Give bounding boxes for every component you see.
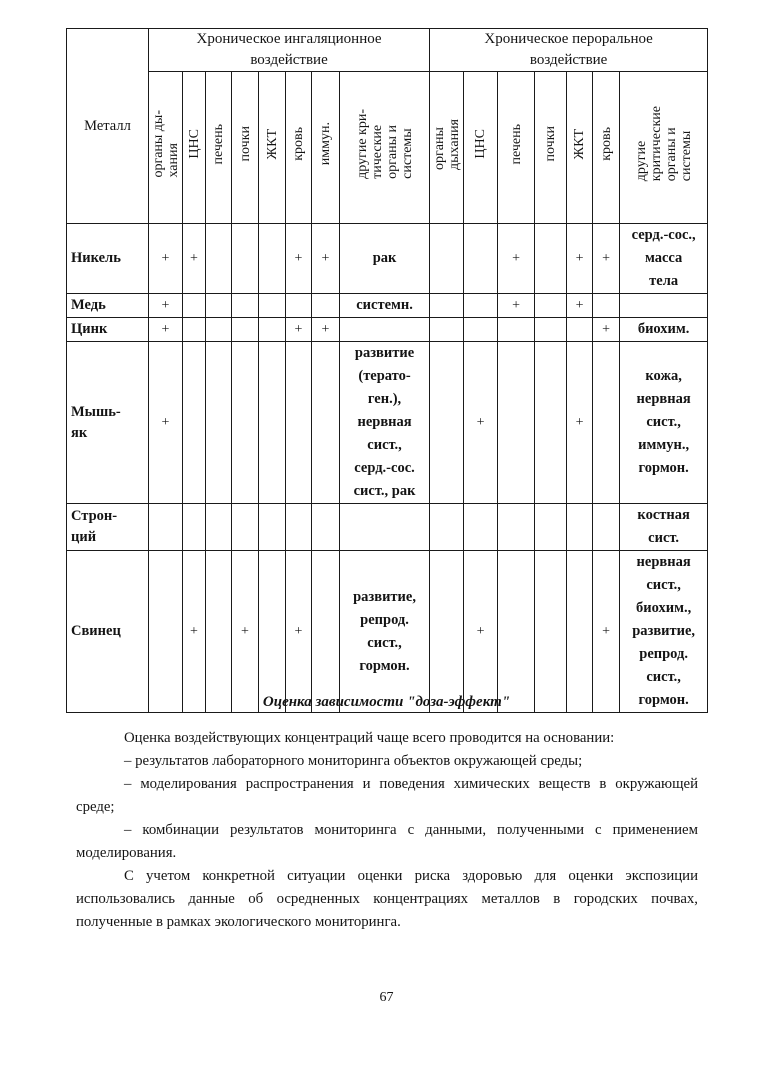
critical-systems-cell: развитие, репрод. сист., гормон. bbox=[340, 551, 430, 713]
critical-systems-cell: нервная сист., биохим., развитие, репрод. сист., гормон. bbox=[620, 551, 708, 713]
critical-systems-cell bbox=[620, 294, 708, 318]
table-row bbox=[67, 224, 708, 294]
effect-marker-cell bbox=[593, 342, 620, 504]
critical-systems-cell bbox=[340, 504, 430, 551]
inhalation-group-header bbox=[149, 29, 430, 72]
effect-marker-cell bbox=[232, 224, 259, 294]
effect-marker-cell bbox=[232, 294, 259, 318]
column-header bbox=[232, 72, 259, 224]
column-header-label: другие кри- тические органы и системы bbox=[354, 109, 415, 179]
effect-marker-cell bbox=[464, 504, 498, 551]
effect-marker-cell bbox=[498, 551, 535, 713]
column-header bbox=[340, 72, 430, 224]
effect-marker-cell bbox=[259, 551, 286, 713]
effect-marker-cell bbox=[430, 294, 464, 318]
effect-marker-cell bbox=[535, 342, 567, 504]
effect-marker-cell: + bbox=[464, 342, 498, 504]
effect-marker-cell bbox=[183, 342, 206, 504]
effect-marker-cell bbox=[498, 318, 535, 342]
effect-marker-cell bbox=[183, 318, 206, 342]
metal-column-header: Металл bbox=[67, 29, 149, 224]
effect-marker-cell: + bbox=[232, 551, 259, 713]
effect-marker-cell bbox=[286, 294, 312, 318]
effect-marker-cell: + bbox=[149, 318, 183, 342]
effect-marker-cell: + bbox=[149, 224, 183, 294]
page-number: 67 bbox=[379, 990, 394, 1005]
column-header-label: ЖКТ bbox=[264, 128, 280, 160]
effect-marker-cell: + bbox=[286, 318, 312, 342]
metal-name: Свинец bbox=[67, 551, 149, 713]
table-row bbox=[67, 504, 708, 551]
effect-marker-cell bbox=[286, 504, 312, 551]
effect-marker-cell bbox=[464, 318, 498, 342]
effect-marker-cell: + bbox=[286, 224, 312, 294]
table-row bbox=[67, 294, 708, 318]
column-header-label: органы дыхания bbox=[431, 118, 462, 170]
effect-marker-cell bbox=[535, 294, 567, 318]
effect-marker-cell bbox=[498, 504, 535, 551]
effect-marker-cell bbox=[464, 224, 498, 294]
paragraph-exposure: С учетом конкретной ситуации оценки риска здоровью для оценки экспозиции использовались данные об осредненных концентрациях металлов в городских почвах, полученные в рамках экологического мониторинга. bbox=[76, 868, 698, 930]
column-header bbox=[286, 72, 312, 224]
effect-marker-cell: + bbox=[593, 551, 620, 713]
effect-marker-cell bbox=[206, 318, 232, 342]
effect-marker-cell bbox=[232, 342, 259, 504]
effect-marker-cell bbox=[206, 504, 232, 551]
column-header bbox=[183, 72, 206, 224]
effect-marker-cell bbox=[430, 224, 464, 294]
column-header-label: ЦНС bbox=[473, 129, 489, 159]
effect-marker-cell: + bbox=[286, 551, 312, 713]
effect-marker-cell bbox=[535, 551, 567, 713]
column-header-label: ЦНС bbox=[186, 129, 202, 159]
effect-marker-cell: + bbox=[312, 318, 340, 342]
metals-effects-table bbox=[66, 28, 708, 713]
effect-marker-cell bbox=[259, 342, 286, 504]
effect-marker-cell bbox=[567, 551, 593, 713]
effect-marker-cell bbox=[183, 294, 206, 318]
effect-marker-cell bbox=[259, 294, 286, 318]
effect-marker-cell bbox=[259, 318, 286, 342]
paragraph-intro: Оценка воздействующих концентраций чаще всего проводится на основании: bbox=[124, 730, 615, 746]
effect-marker-cell bbox=[430, 504, 464, 551]
effect-marker-cell: + bbox=[498, 224, 535, 294]
effect-marker-cell: + bbox=[498, 294, 535, 318]
column-header-label: печень bbox=[508, 123, 524, 165]
effect-marker-cell: + bbox=[593, 224, 620, 294]
critical-systems-cell bbox=[340, 318, 430, 342]
column-header-label: органы ды- хания bbox=[150, 110, 181, 178]
column-header bbox=[567, 72, 593, 224]
critical-systems-cell: развитие (терато- ген.), нервная сист., серд.-сос. сист., рак bbox=[340, 342, 430, 504]
critical-systems-cell: системн. bbox=[340, 294, 430, 318]
effect-marker-cell bbox=[206, 551, 232, 713]
metal-name: Медь bbox=[67, 294, 149, 318]
column-header bbox=[259, 72, 286, 224]
metal-name: Никель bbox=[67, 224, 149, 294]
column-header-label: другие критические органы и системы bbox=[633, 106, 694, 182]
column-header-label: ЖКТ bbox=[572, 128, 588, 160]
list-item-combination: – комбинации результатов мониторинга с данными, полученными с применением моделирования. bbox=[76, 822, 698, 861]
effect-marker-cell bbox=[593, 294, 620, 318]
critical-systems-cell: кожа, нервная сист., иммун., гормон. bbox=[620, 342, 708, 504]
effect-marker-cell bbox=[567, 318, 593, 342]
effect-marker-cell bbox=[149, 504, 183, 551]
table-row bbox=[67, 551, 708, 713]
effect-marker-cell: + bbox=[183, 551, 206, 713]
list-item-lab-monitoring: – результатов лабораторного мониторинга объектов окружающей среды; bbox=[124, 753, 583, 769]
effect-marker-cell bbox=[232, 318, 259, 342]
column-header bbox=[620, 72, 708, 224]
critical-systems-cell: костная сист. bbox=[620, 504, 708, 551]
column-header bbox=[464, 72, 498, 224]
list-item-modeling: – моделирования распространения и поведения химических веществ в окружающей среде; bbox=[76, 776, 698, 815]
column-header-label: кровь bbox=[598, 127, 614, 161]
critical-systems-cell: рак bbox=[340, 224, 430, 294]
effect-marker-cell bbox=[232, 504, 259, 551]
effect-marker-cell bbox=[206, 342, 232, 504]
effect-marker-cell: + bbox=[464, 551, 498, 713]
effect-marker-cell bbox=[535, 504, 567, 551]
critical-systems-cell: серд.-сос., масса тела bbox=[620, 224, 708, 294]
effect-marker-cell: + bbox=[567, 294, 593, 318]
oral-group-label: Хроническое пероральное воздействие bbox=[484, 31, 653, 68]
effect-marker-cell bbox=[183, 504, 206, 551]
effect-marker-cell bbox=[535, 224, 567, 294]
effect-marker-cell bbox=[259, 224, 286, 294]
effect-marker-cell: + bbox=[149, 342, 183, 504]
effect-marker-cell bbox=[464, 294, 498, 318]
oral-group-header bbox=[430, 29, 708, 72]
effect-marker-cell bbox=[430, 551, 464, 713]
table-row bbox=[67, 318, 708, 342]
column-header bbox=[430, 72, 464, 224]
column-header bbox=[206, 72, 232, 224]
effect-marker-cell bbox=[567, 504, 593, 551]
column-header bbox=[149, 72, 183, 224]
column-header bbox=[312, 72, 340, 224]
effect-marker-cell: + bbox=[149, 294, 183, 318]
effect-marker-cell bbox=[535, 318, 567, 342]
column-header bbox=[593, 72, 620, 224]
column-header-label: иммун. bbox=[318, 122, 333, 166]
column-header-label: кровь bbox=[291, 127, 306, 161]
effect-marker-cell: + bbox=[312, 224, 340, 294]
effect-marker-cell bbox=[312, 504, 340, 551]
metal-name: Цинк bbox=[67, 318, 149, 342]
column-header-label: печень bbox=[211, 123, 226, 165]
effect-marker-cell bbox=[593, 504, 620, 551]
effect-marker-cell bbox=[206, 224, 232, 294]
critical-systems-cell: биохим. bbox=[620, 318, 708, 342]
column-header-label: почки bbox=[543, 126, 559, 162]
effect-marker-cell bbox=[312, 551, 340, 713]
column-header-label: почки bbox=[237, 126, 253, 162]
effect-marker-cell bbox=[259, 504, 286, 551]
effect-marker-cell: + bbox=[567, 224, 593, 294]
body-text bbox=[76, 727, 698, 934]
effect-marker-cell bbox=[312, 342, 340, 504]
effect-marker-cell bbox=[430, 342, 464, 504]
column-header bbox=[535, 72, 567, 224]
metal-name: Мышь- як bbox=[67, 342, 149, 504]
effect-marker-cell bbox=[149, 551, 183, 713]
effect-marker-cell bbox=[286, 342, 312, 504]
column-header bbox=[498, 72, 535, 224]
metal-name: Строн- ций bbox=[67, 504, 149, 551]
section-title: Оценка зависимости "доза-эффект" bbox=[262, 694, 511, 710]
table-row bbox=[67, 342, 708, 504]
effect-marker-cell bbox=[312, 294, 340, 318]
effect-marker-cell bbox=[498, 342, 535, 504]
effect-marker-cell: + bbox=[567, 342, 593, 504]
effect-marker-cell bbox=[430, 318, 464, 342]
inhalation-group-label: Хроническое ингаляционное воздействие bbox=[196, 31, 382, 68]
effect-marker-cell: + bbox=[593, 318, 620, 342]
effect-marker-cell: + bbox=[183, 224, 206, 294]
effect-marker-cell bbox=[206, 294, 232, 318]
table-body bbox=[67, 224, 708, 713]
column-header-row bbox=[67, 72, 708, 224]
